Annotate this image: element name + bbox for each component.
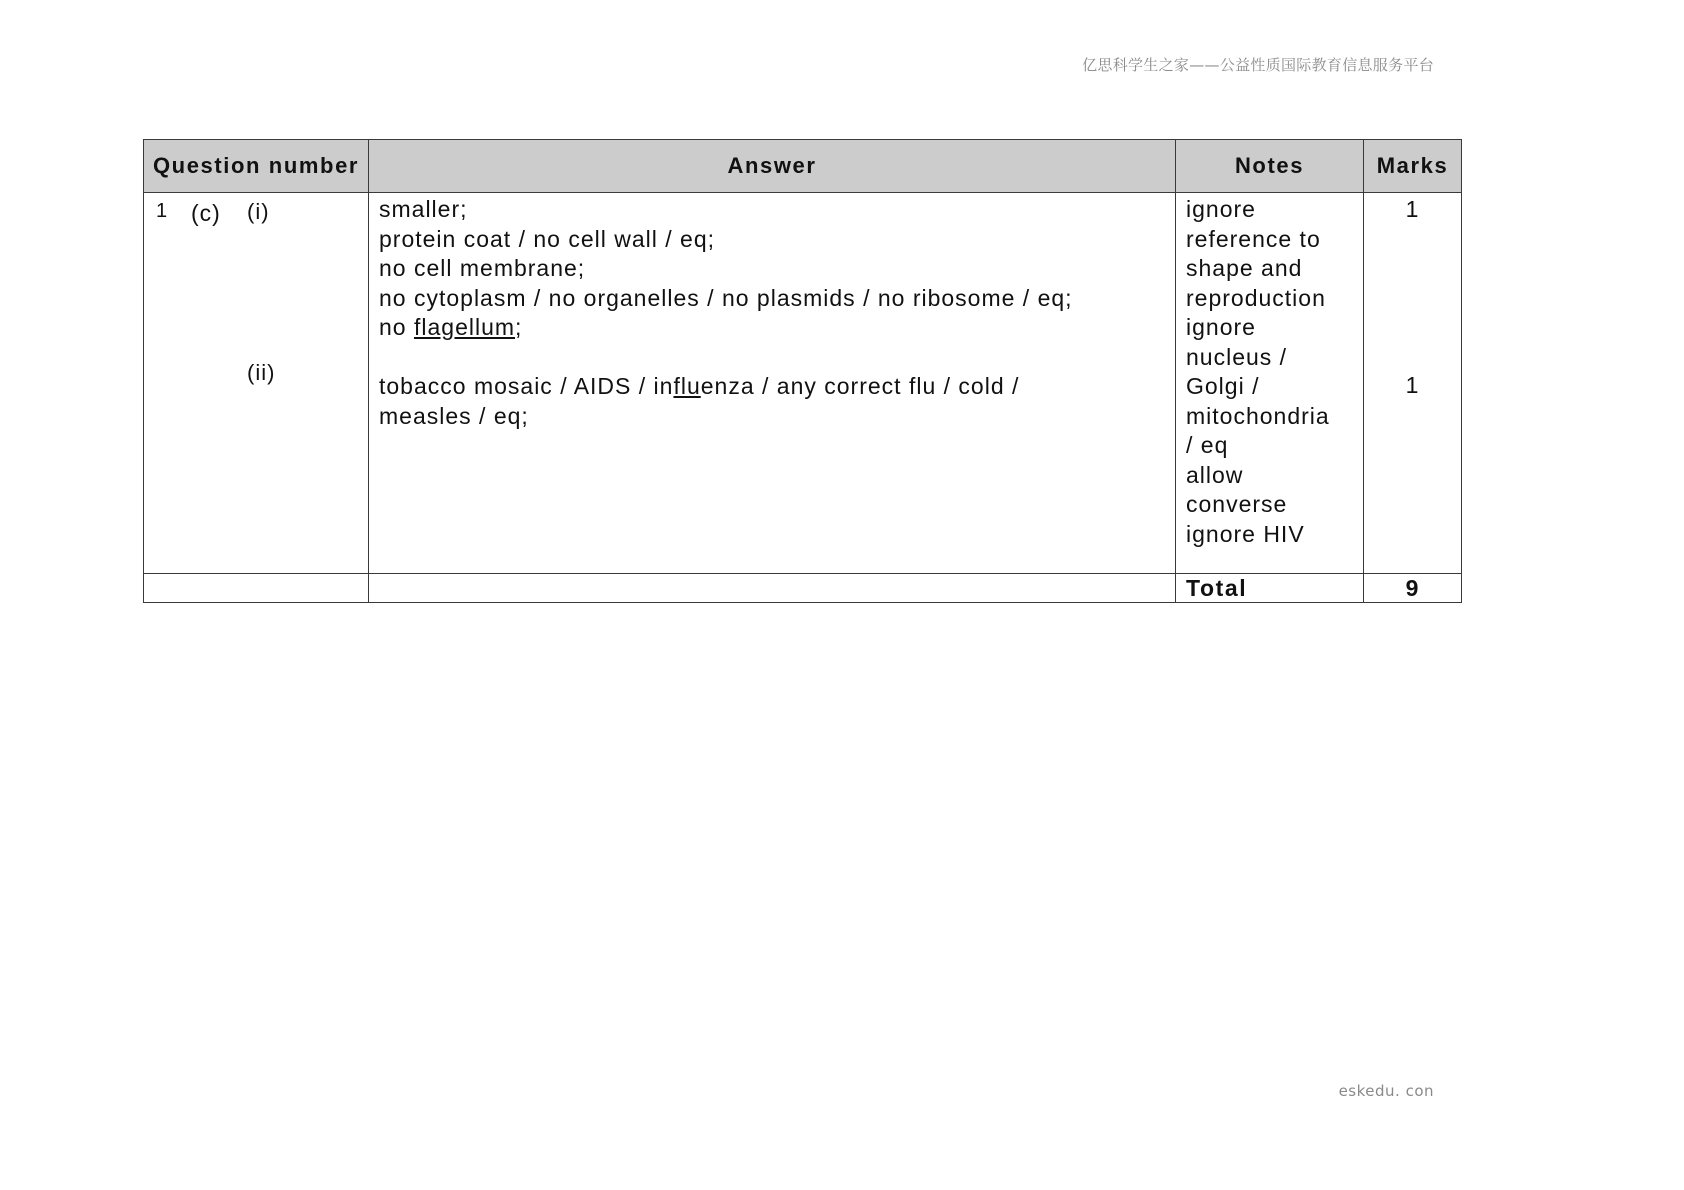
notes-line: ignore HIV: [1186, 520, 1305, 547]
table-row: [144, 193, 1462, 574]
notes-line: allow: [1186, 461, 1244, 488]
page-footer: eskedu. con: [1338, 1082, 1434, 1100]
header-question-number: [144, 140, 369, 193]
notes-line: reproduction: [1186, 284, 1326, 311]
notes-line: ignore: [1186, 314, 1256, 340]
notes-line: ignore: [1186, 196, 1256, 222]
header-marks-label: Marks: [1376, 153, 1449, 178]
notes-line: reference to: [1186, 225, 1321, 252]
page-header: 亿思科学生之家——公益性质国际教育信息服务平台: [1082, 56, 1434, 74]
total-value-cell: [1364, 574, 1462, 603]
header-answer-label: Answer: [727, 153, 817, 178]
answer-underlined-keyword: flagellum: [413, 314, 516, 340]
answer-line: [379, 313, 1165, 343]
question-sub-i: (i): [247, 199, 270, 224]
notes-cell: [1176, 193, 1364, 574]
answer-underlined-keyword: flu: [673, 373, 701, 399]
header-question-number-label: Question number: [152, 153, 360, 178]
total-row: [144, 574, 1462, 603]
answer-line: no cell membrane;: [379, 255, 586, 281]
question-sub-ii: (ii): [247, 360, 276, 385]
total-value: 9: [1405, 575, 1420, 601]
question-number: 1: [156, 200, 169, 222]
notes-line: mitochondria: [1186, 402, 1330, 429]
answer-line: protein coat / no cell wall / eq;: [379, 225, 715, 252]
total-empty-answer-cell: [369, 574, 1176, 603]
question-number-cell: [144, 193, 369, 574]
answer-spacer: [379, 343, 1165, 373]
total-empty-question-cell: [144, 574, 369, 603]
answer-text: no: [379, 314, 414, 340]
answer-line: smaller;: [379, 196, 468, 222]
notes-line: nucleus /: [1186, 343, 1288, 370]
header-answer: [369, 140, 1176, 193]
mark-scheme-table: [143, 139, 1462, 603]
total-label-cell: [1176, 574, 1364, 603]
marks-value-i: 1: [1405, 196, 1420, 222]
total-label: Total: [1186, 575, 1248, 601]
header-notes: [1176, 140, 1364, 193]
answer-cell: [369, 193, 1176, 574]
answer-line: no cytoplasm / no organelles / no plasmids / no ribosome / eq;: [379, 284, 1073, 311]
header-row: [144, 140, 1462, 193]
notes-line: converse: [1186, 491, 1288, 517]
header-notes-label: Notes: [1234, 153, 1305, 178]
answer-line: [379, 372, 1165, 402]
answer-text: ;: [515, 314, 523, 340]
marks-cell: [1364, 193, 1462, 574]
question-part: (c): [191, 200, 221, 226]
header-marks: [1364, 140, 1462, 193]
answer-text: tobacco mosaic / AIDS / in: [379, 373, 674, 399]
notes-line: shape and: [1186, 255, 1303, 281]
notes-line: / eq: [1186, 432, 1229, 458]
answer-text: enza / any correct flu / cold /: [700, 373, 1020, 399]
answer-line: measles / eq;: [379, 402, 529, 429]
marks-value-ii: 1: [1405, 372, 1420, 398]
notes-line: Golgi /: [1186, 373, 1260, 399]
